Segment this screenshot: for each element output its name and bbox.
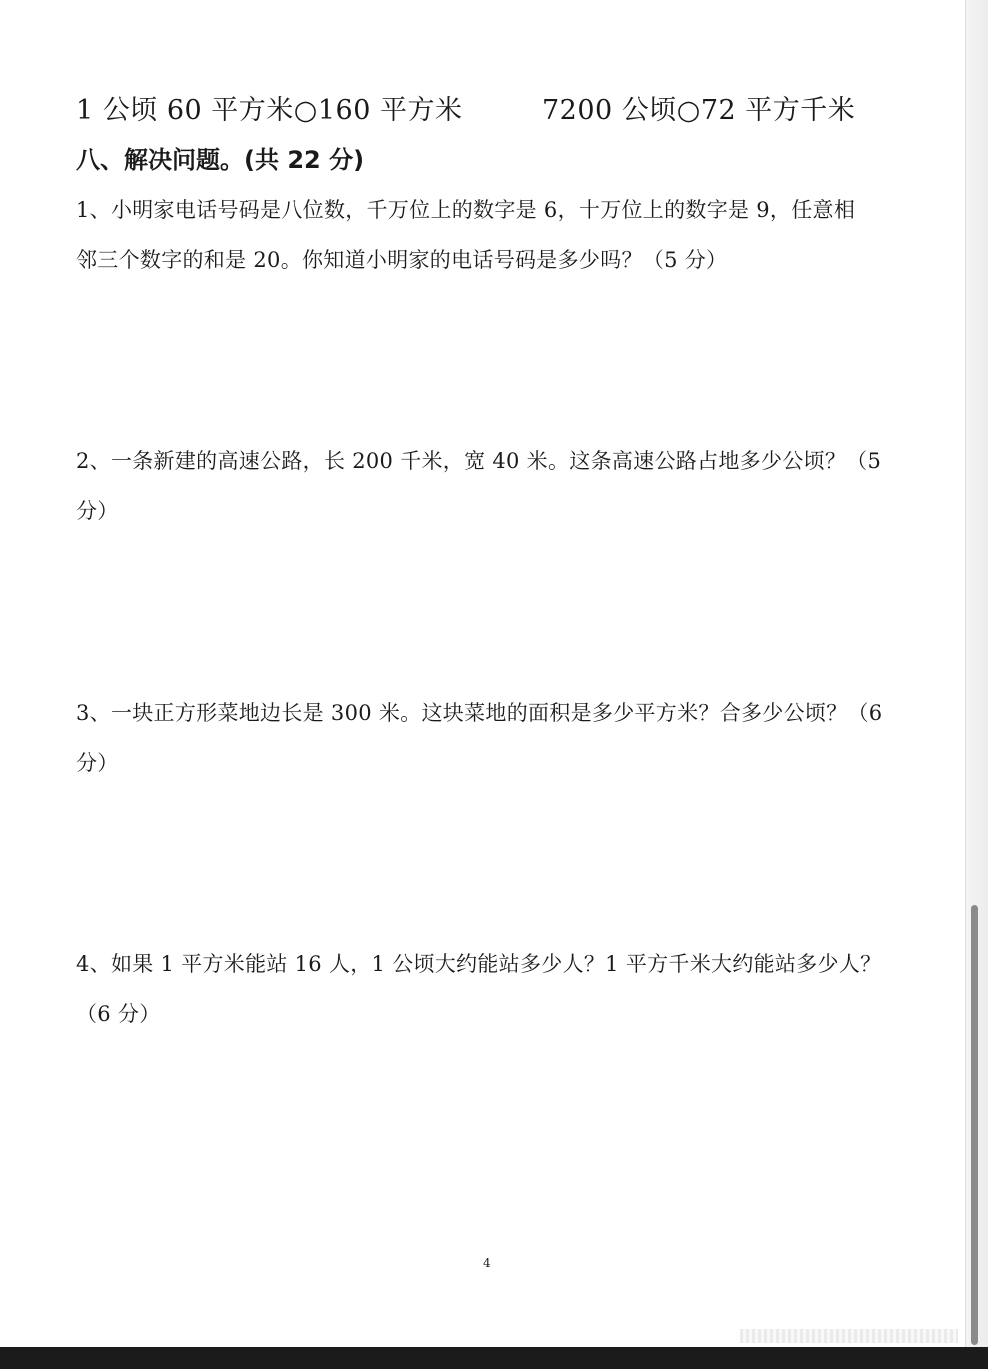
question-3: [76, 688, 906, 788]
question-3-line-2: 分）: [76, 751, 119, 775]
question-1: [76, 185, 906, 285]
section-heading: 八、解决问题。(共 22 分): [76, 146, 365, 174]
comparison-item-2: 7200 公顷○72 平方千米: [542, 95, 856, 126]
question-3-line-1: 3、一块正方形菜地边长是 300 米。这块菜地的面积是多少平方米？合多少公顷？（6: [76, 701, 883, 725]
question-4-line-2: （6 分）: [76, 1002, 161, 1026]
scrollbar-thumb[interactable]: [971, 905, 978, 1345]
question-1-line-1: 1、小明家电话号码是八位数，千万位上的数字是 6，十万位上的数字是 9，任意相: [76, 198, 856, 222]
question-1-line-2: 邻三个数字的和是 20。你知道小明家的电话号码是多少吗？（5 分）: [76, 248, 728, 272]
unit-comparison-row: [76, 88, 936, 128]
page-number: 4: [483, 1256, 491, 1270]
question-4-line-1: 4、如果 1 平方米能站 16 人，1 公顷大约能站多少人？1 平方千米大约能站多少人？: [76, 952, 882, 976]
question-2-line-2: 分）: [76, 499, 119, 523]
question-2: [76, 436, 906, 536]
page-edge-shadow: [740, 1329, 958, 1343]
bottom-frame-bar: [0, 1347, 988, 1369]
question-4: [76, 939, 906, 1039]
comparison-item-1: 1 公顷 60 平方米○160 平方米: [76, 95, 463, 126]
question-2-line-1: 2、一条新建的高速公路，长 200 千米，宽 40 米。这条高速公路占地多少公顷？（5: [76, 449, 882, 473]
